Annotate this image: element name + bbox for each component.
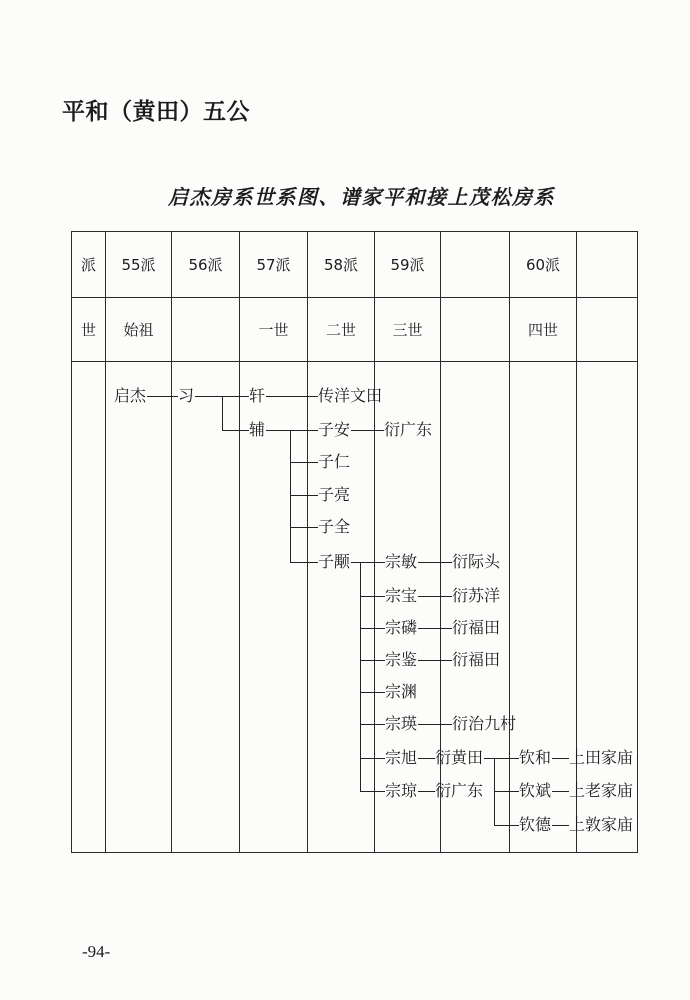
column-header-pai: 55派 bbox=[106, 232, 172, 298]
column-header-shi: 四世 bbox=[510, 298, 577, 362]
column-header-shi: 始祖 bbox=[106, 298, 172, 362]
chart-subtitle: 启杰房系世系图、谱家平和接上茂松房系 bbox=[168, 185, 555, 209]
person-name: 子颙 bbox=[318, 552, 351, 571]
person-name: 宗宝 bbox=[385, 586, 418, 605]
person-name: 宗敏 bbox=[385, 552, 418, 571]
person-name: 子全 bbox=[318, 517, 351, 536]
tree-row-cell bbox=[308, 362, 375, 853]
person-name: 宗琼 bbox=[385, 781, 418, 800]
column-header-pai bbox=[441, 232, 510, 298]
column-header-pai: 57派 bbox=[240, 232, 308, 298]
column-header-pai: 58派 bbox=[308, 232, 375, 298]
column-header-shi: 三世 bbox=[375, 298, 441, 362]
founder-name: 启杰 bbox=[114, 386, 147, 405]
tree-row-cell bbox=[577, 362, 638, 853]
person-name: 宗鉴 bbox=[385, 650, 418, 669]
branch-note: 衍治九村 bbox=[452, 714, 517, 733]
column-header-shi bbox=[441, 298, 510, 362]
person-name: 宗瑛 bbox=[385, 714, 418, 733]
column-header-shi: 二世 bbox=[308, 298, 375, 362]
tree-row-cell bbox=[240, 362, 308, 853]
tree-row-cell bbox=[72, 362, 106, 853]
branch-note: 衍福田 bbox=[452, 650, 501, 669]
person-name: 轩 bbox=[249, 386, 266, 405]
column-header-pai: 56派 bbox=[172, 232, 240, 298]
person-name: 钦和 bbox=[519, 748, 552, 767]
person-name: 钦德 bbox=[519, 815, 552, 834]
branch-note: 衍广东 bbox=[384, 420, 433, 439]
branch-note: 上田家庙 bbox=[569, 748, 634, 767]
person-name: 钦斌 bbox=[519, 781, 552, 800]
branch-note: 衍黄田 bbox=[435, 748, 484, 767]
branch-note: 衍广东 bbox=[435, 781, 484, 800]
page-number: -94- bbox=[82, 942, 111, 961]
branch-note: 上老家庙 bbox=[569, 781, 634, 800]
column-header-shi bbox=[577, 298, 638, 362]
person-name: 子亮 bbox=[318, 485, 351, 504]
row-label-pai: 派 bbox=[72, 232, 106, 298]
tree-row-cell bbox=[106, 362, 172, 853]
branch-note: 衍际头 bbox=[452, 552, 501, 571]
column-header-shi bbox=[172, 298, 240, 362]
tree-row-cell bbox=[172, 362, 240, 853]
branch-note: 传洋文田 bbox=[318, 386, 383, 405]
person-name: 宗渊 bbox=[385, 682, 418, 701]
person-name: 宗磷 bbox=[385, 618, 418, 637]
person-name: 宗旭 bbox=[385, 748, 418, 767]
tree-row-cell bbox=[375, 362, 441, 853]
row-label-shi: 世 bbox=[72, 298, 106, 362]
tree-row-cell bbox=[441, 362, 510, 853]
column-header-pai: 60派 bbox=[510, 232, 577, 298]
column-header-pai bbox=[577, 232, 638, 298]
branch-note: 上敦家庙 bbox=[569, 815, 634, 834]
person-name: 习 bbox=[178, 386, 195, 405]
person-name: 辅 bbox=[249, 420, 266, 439]
column-header-shi: 一世 bbox=[240, 298, 308, 362]
page-heading: 平和（黄田）五公 bbox=[62, 99, 250, 125]
branch-note: 衍苏洋 bbox=[452, 586, 501, 605]
column-header-pai: 59派 bbox=[375, 232, 441, 298]
branch-note: 衍福田 bbox=[452, 618, 501, 637]
tree-row-cell bbox=[510, 362, 577, 853]
genealogy-table bbox=[71, 231, 638, 853]
person-name: 子仁 bbox=[318, 452, 351, 471]
person-name: 子安 bbox=[318, 420, 351, 439]
